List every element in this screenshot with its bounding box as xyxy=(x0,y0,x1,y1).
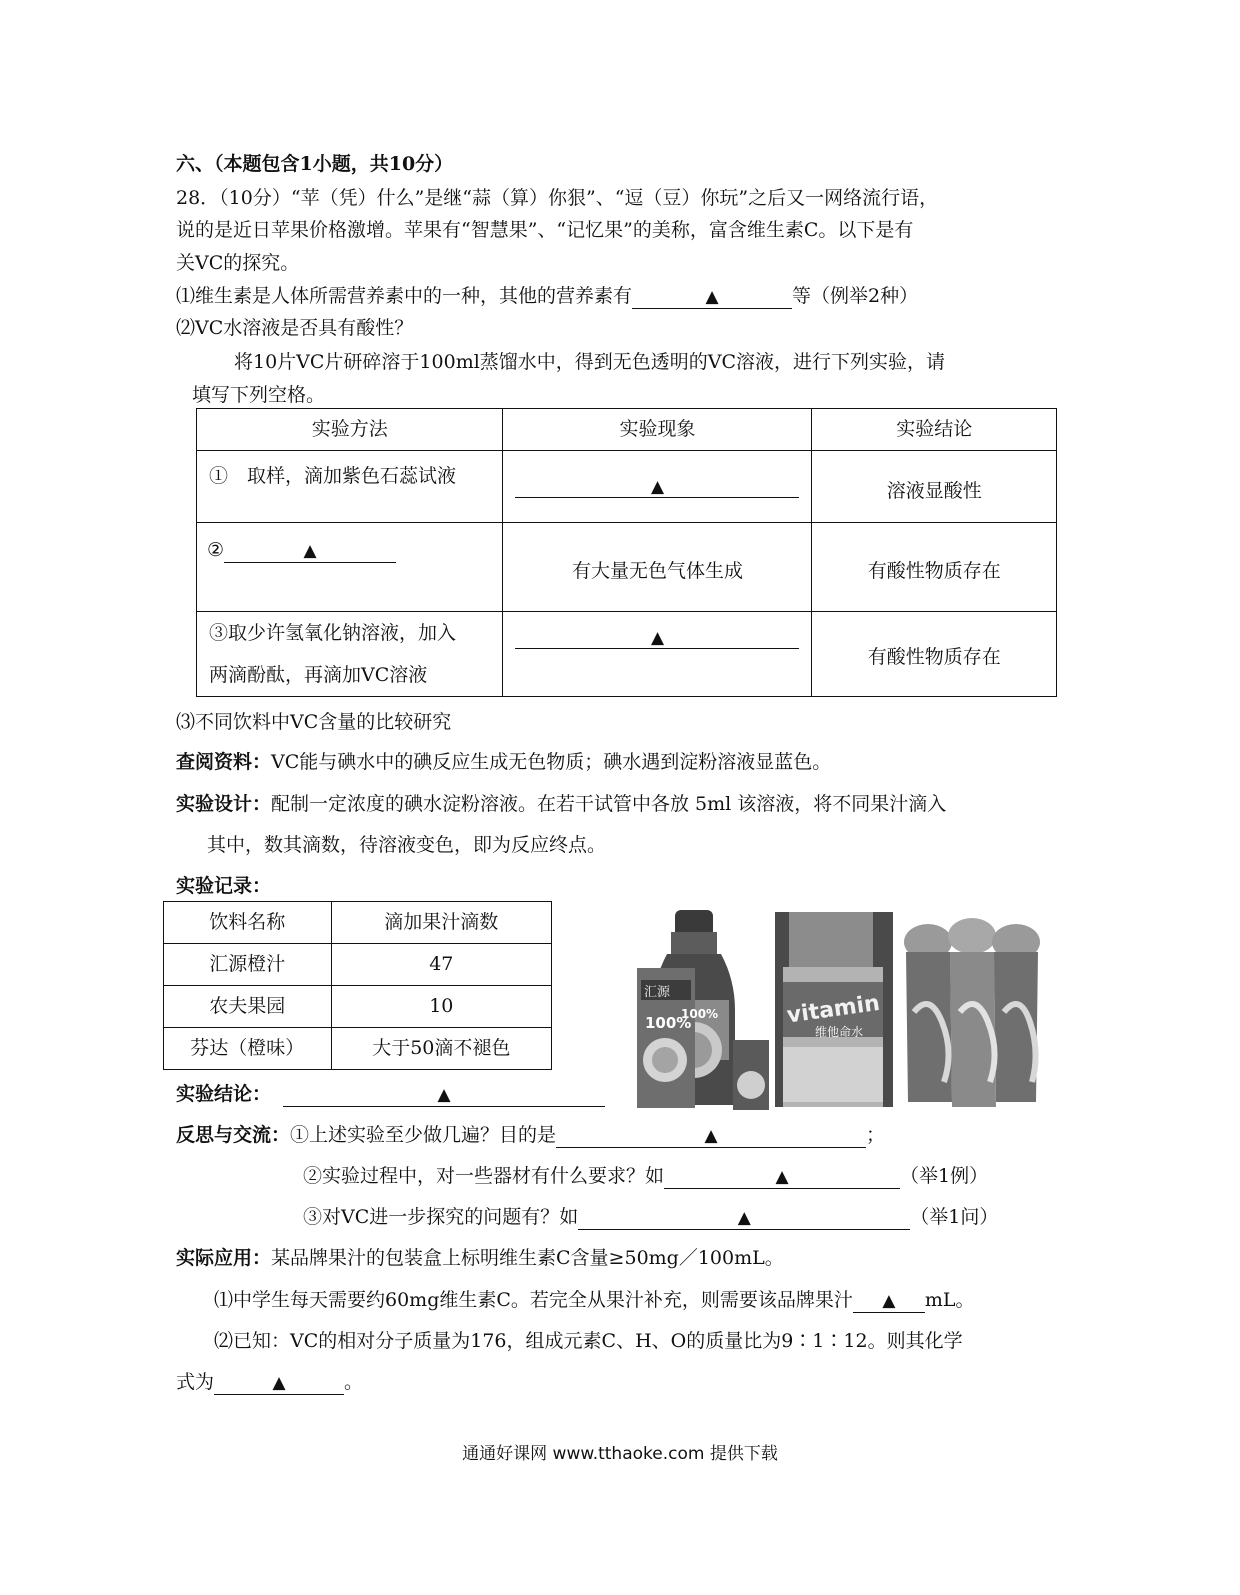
fanta-cans-photo xyxy=(900,912,1042,1112)
record-drops-cell: 10 xyxy=(331,986,551,1028)
row-3-conclusion: 有酸性物质存在 xyxy=(812,612,1057,697)
reflection-q2-suffix: （举1例） xyxy=(900,1165,989,1187)
row-1-method: ① 取样，滴加紫色石蕊试液 xyxy=(197,451,503,523)
application-q1 xyxy=(214,1289,975,1313)
record-name-cell: 农夫果园 xyxy=(164,986,332,1028)
record-drops-cell: 大于50滴不褪色 xyxy=(331,1028,551,1070)
table-row xyxy=(164,986,552,1028)
reflection-q3-blank[interactable] xyxy=(578,1207,910,1230)
application-q2-blank[interactable] xyxy=(214,1372,344,1395)
part-2-title: ⑵VC水溶液是否具有酸性？ xyxy=(176,317,414,339)
header-phenomenon: 实验现象 xyxy=(503,409,812,451)
triangle-icon: ▲ xyxy=(704,1126,718,1146)
lookup-line xyxy=(176,751,831,774)
conclusion-line xyxy=(176,1083,605,1107)
section-title: 六、（本题包含1小题，共10分） xyxy=(176,153,454,175)
row-3-method-cell xyxy=(197,612,503,697)
juice-pct-text: 100% xyxy=(645,1014,692,1032)
reflection-line-1 xyxy=(176,1124,885,1148)
triangle-icon: ▲ xyxy=(650,477,665,497)
row-2-method-prefix: ② xyxy=(207,539,225,561)
juice-brand-text: 汇源 xyxy=(644,985,671,1000)
experiment-table-header xyxy=(197,409,1057,451)
design-text-1: 配制一定浓度的碘水淀粉溶液。在若干试管中各放 5ml 该溶液，将不同果汁滴入 xyxy=(271,793,947,815)
row-1-conclusion: 溶液显酸性 xyxy=(812,451,1057,523)
row-2-method-blank[interactable] xyxy=(224,540,396,563)
part-1 xyxy=(176,285,918,309)
row-3-method-line-2: 两滴酚酞，再滴加VC溶液 xyxy=(209,664,428,686)
triangle-icon: ▲ xyxy=(775,1167,789,1187)
juice-pct-text: 100% xyxy=(681,1007,719,1021)
row-3-method-line-1: ③取少许氢氧化钠溶液，加入 xyxy=(209,622,457,644)
part-3-title: ⑶不同饮料中VC含量的比较研究 xyxy=(176,711,452,733)
vitamin-cn-text: 维他命水 xyxy=(815,1025,864,1039)
footer: 通通好课网 www.tthaoke.com 提供下载 xyxy=(462,1444,778,1464)
reflection-q2-blank[interactable] xyxy=(664,1166,900,1189)
reflection-q1-suffix: ； xyxy=(866,1124,886,1146)
part-1-answer-blank[interactable] xyxy=(632,286,792,309)
record-table xyxy=(163,901,552,1070)
row-3-phenomenon-cell xyxy=(503,612,812,697)
reflection-q2-prefix: ②实验过程中，对一些器材有什么要求？如 xyxy=(303,1165,665,1187)
application-q1-blank[interactable] xyxy=(853,1290,925,1313)
application-q1-suffix: mL。 xyxy=(924,1289,975,1311)
experiment-row-1 xyxy=(197,451,1057,523)
reflection-label: 反思与交流： xyxy=(176,1124,291,1146)
question-28-line-3: 关VC的探究。 xyxy=(176,252,300,274)
application-q2-line-2 xyxy=(176,1371,363,1395)
record-label: 实验记录： xyxy=(176,875,272,897)
conclusion-label: 实验结论： xyxy=(176,1083,272,1105)
part-1-suffix: 等（例举2种） xyxy=(792,285,919,307)
row-2-method-cell xyxy=(197,523,503,612)
juice-photo xyxy=(637,910,769,1110)
row-3-phenomenon-blank[interactable] xyxy=(515,626,799,649)
application-q2-line-1: ⑵已知：VC的相对分子质量为176，组成元素C、H、O的质量比为9∶1∶12。则其化学 xyxy=(214,1330,963,1352)
record-header-drops: 滴加果汁滴数 xyxy=(331,902,551,944)
vitamin-brand-text: vitamin xyxy=(785,990,882,1029)
question-28-line-2: 说的是近日苹果价格激增。苹果有“智慧果”、“记忆果”的美称，富含维生素C。以下是有 xyxy=(176,219,914,241)
row-2-phenomenon: 有大量无色气体生成 xyxy=(503,523,812,612)
triangle-icon: ▲ xyxy=(303,541,317,561)
triangle-icon: ▲ xyxy=(737,1208,751,1228)
application-q1-prefix: ⑴中学生每天需要约60mg维生素C。若完全从果汁补充，则需要该品牌果汁 xyxy=(214,1289,853,1311)
triangle-icon: ▲ xyxy=(650,628,665,648)
record-table-header xyxy=(164,902,552,944)
part-2-intro-line-2: 填写下列空格。 xyxy=(192,384,326,406)
lookup-label: 查阅资料： xyxy=(176,751,272,773)
triangle-icon: ▲ xyxy=(882,1291,896,1311)
reflection-line-3 xyxy=(303,1206,998,1230)
row-1-phenomenon-blank[interactable] xyxy=(515,475,799,498)
reflection-line-2 xyxy=(303,1165,988,1189)
design-line-1 xyxy=(176,793,946,816)
question-28-line-1: 28．（10分）“苹（凭）什么”是继“蒜（算）你狠”、“逗（豆）你玩”之后又一网络流行语， xyxy=(176,187,939,209)
design-label: 实验设计： xyxy=(176,793,272,815)
triangle-icon: ▲ xyxy=(272,1373,286,1393)
triangle-icon: ▲ xyxy=(705,287,719,307)
record-name-cell: 芬达（橙味） xyxy=(164,1028,332,1070)
application-q2-prefix: 式为 xyxy=(176,1371,215,1393)
header-method: 实验方法 xyxy=(197,409,503,451)
record-header-name: 饮料名称 xyxy=(164,902,332,944)
application-line xyxy=(176,1247,784,1270)
record-name-cell: 汇源橙汁 xyxy=(164,944,332,986)
juice-photo-graphic xyxy=(637,910,769,1110)
fanta-cans-graphic xyxy=(900,912,1042,1112)
reflection-q1-prefix: ①上述实验至少做几遍？目的是 xyxy=(290,1124,557,1146)
conclusion-blank[interactable] xyxy=(283,1084,605,1107)
part-1-prefix: ⑴维生素是人体所需营养素中的一种，其他的营养素有 xyxy=(176,285,633,307)
reflection-q1-blank[interactable] xyxy=(556,1125,866,1148)
application-q2-suffix: 。 xyxy=(344,1371,364,1393)
experiment-row-2 xyxy=(197,523,1057,612)
reflection-q3-prefix: ③对VC进一步探究的问题有？如 xyxy=(303,1206,579,1228)
table-row xyxy=(164,1028,552,1070)
part-2-intro-line-1: 将10片VC片研碎溶于100ml蒸馏水中，得到无色透明的VC溶液，进行下列实验，请 xyxy=(234,351,946,373)
header-conclusion: 实验结论 xyxy=(812,409,1057,451)
application-text: 某品牌果汁的包装盒上标明维生素C含量≥50mg／100mL。 xyxy=(271,1247,784,1269)
experiment-row-3 xyxy=(197,612,1057,697)
row-2-conclusion: 有酸性物质存在 xyxy=(812,523,1057,612)
row-1-phenomenon-cell xyxy=(503,451,812,523)
experiment-table xyxy=(196,408,1057,697)
design-text-2: 其中，数其滴数，待溶液变色，即为反应终点。 xyxy=(207,834,607,856)
application-label: 实际应用： xyxy=(176,1247,272,1269)
record-drops-cell: 47 xyxy=(331,944,551,986)
reflection-q3-suffix: （举1问） xyxy=(910,1206,999,1228)
lookup-text: VC能与碘水中的碘反应生成无色物质；碘水遇到淀粉溶液显蓝色。 xyxy=(271,751,832,773)
vitamin-water-photo xyxy=(775,912,893,1107)
table-row xyxy=(164,944,552,986)
triangle-icon: ▲ xyxy=(437,1085,451,1105)
vitamin-water-graphic xyxy=(775,912,893,1107)
